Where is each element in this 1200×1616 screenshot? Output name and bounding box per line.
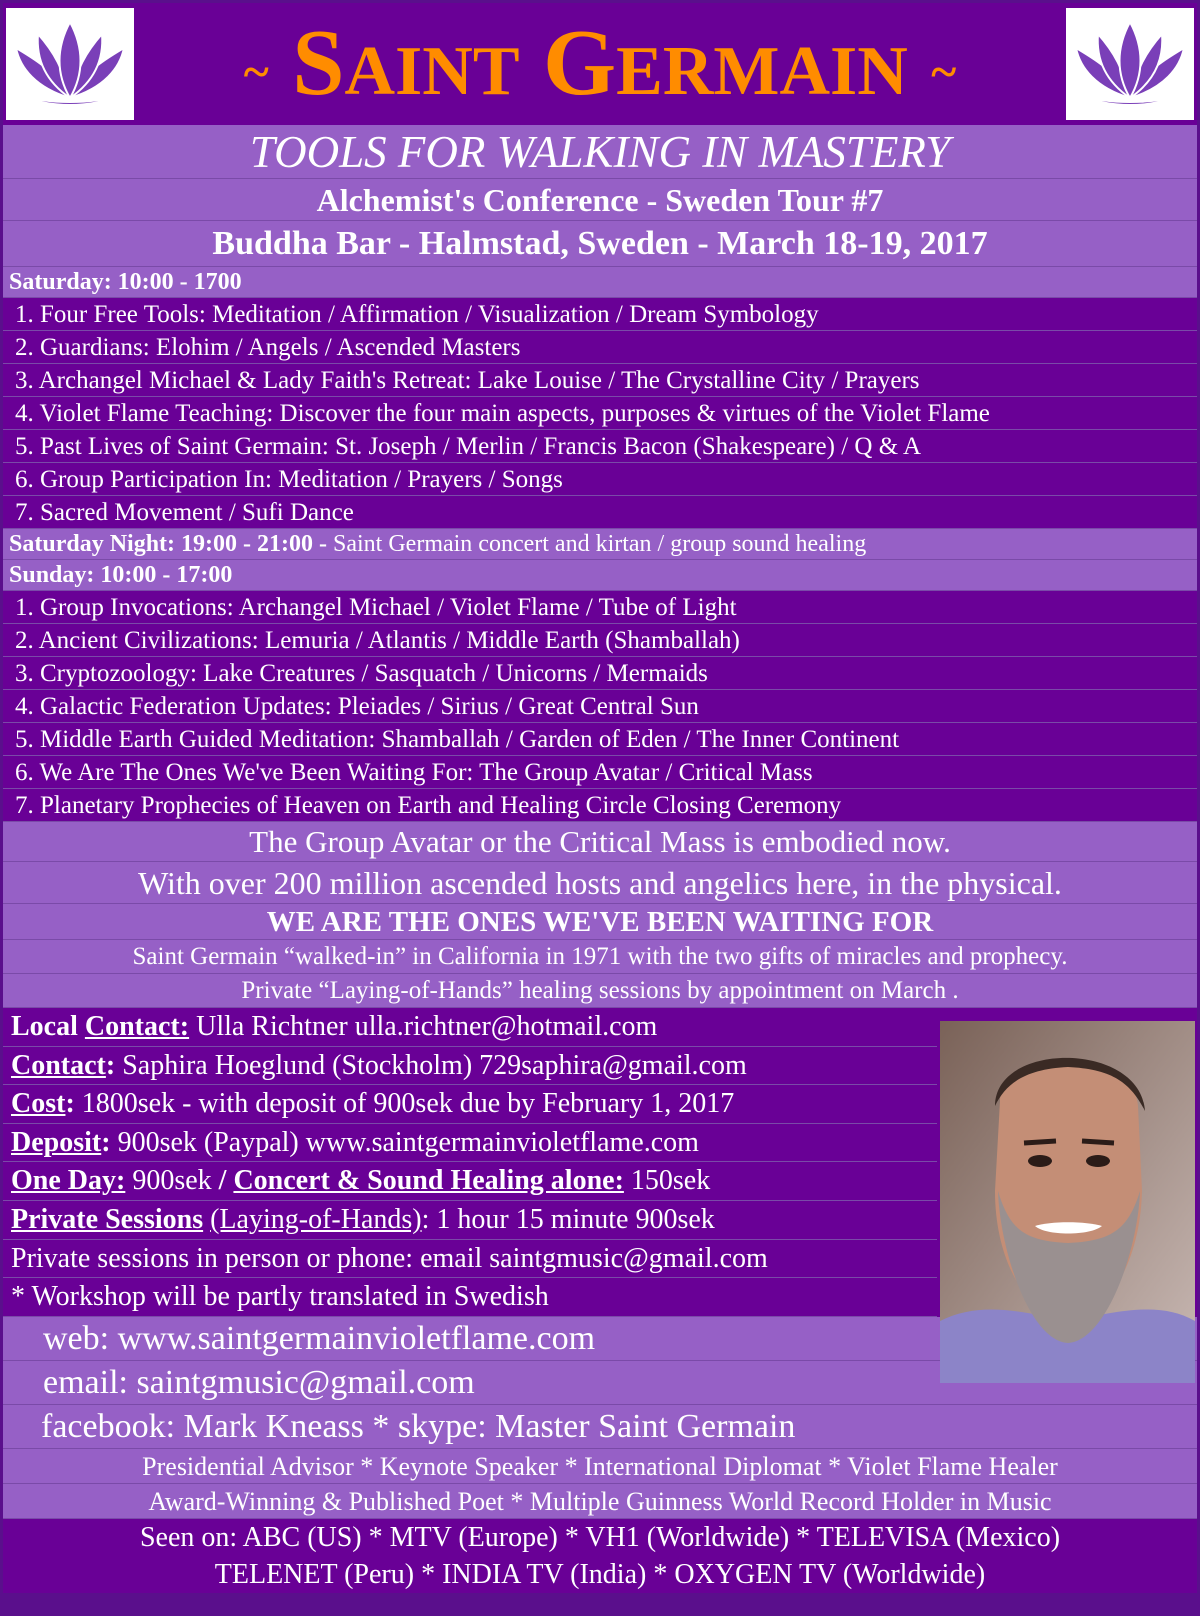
- lotus-icon: [6, 8, 134, 120]
- statement-we-are: WE ARE THE ONES WE'VE BEEN WAITING FOR: [3, 904, 1197, 940]
- title-word-saint: AINT: [344, 33, 520, 110]
- title-initial-g: G: [543, 11, 617, 115]
- list-item: 5. Past Lives of Saint Germain: St. Joseph / Merlin / Francis Bacon (Shakespeare) / Q & A: [3, 430, 1197, 463]
- contact-lines: [3, 1008, 937, 1317]
- saturday-night-text: Saint Germain concert and kirtan / group sound healing: [327, 531, 867, 557]
- title-initial-s: S: [292, 11, 345, 115]
- list-item: 2. Guardians: Elohim / Angels / Ascended Masters: [3, 331, 1197, 364]
- conference-title: Alchemist's Conference - Sweden Tour #7: [3, 179, 1197, 221]
- list-item: 6. We Are The Ones We've Been Waiting For: The Group Avatar / Critical Mass: [3, 756, 1197, 789]
- title-word-germain: ERMAIN: [616, 33, 908, 110]
- laying-of-hands-label: (Laying-of-Hands): [210, 1203, 422, 1235]
- local-contact: [3, 1008, 937, 1047]
- deposit: [3, 1124, 937, 1163]
- flyer: [3, 3, 1197, 1610]
- statement-walked-in: Saint Germain “walked-in” in California in 1971 with the two gifts of miracles and prophecy.: [3, 940, 1197, 974]
- header: [3, 3, 1197, 125]
- list-item: 3. Cryptozoology: Lake Creatures / Sasquatch / Unicorns / Mermaids: [3, 657, 1197, 690]
- private-sessions-value: : 1 hour 15 minute 900sek: [421, 1203, 715, 1235]
- statement-group-avatar: The Group Avatar or the Critical Mass is embodied now.: [3, 822, 1197, 862]
- saturday-night: [3, 529, 1197, 560]
- seen-on-line-1: Seen on: ABC (US) * MTV (Europe) * VH1 (Worldwide) * TELEVISA (Mexico): [3, 1519, 1197, 1556]
- list-item: 5. Middle Earth Guided Meditation: Shamballah / Garden of Eden / The Inner Continent: [3, 723, 1197, 756]
- title-tilde-right: ~: [931, 45, 957, 99]
- social-links: facebook: Mark Kneass * skype: Master Saint Germain: [3, 1405, 1197, 1449]
- translation-note: * Workshop will be partly translated in Swedish: [3, 1278, 937, 1317]
- one-day-price: [3, 1162, 937, 1201]
- colon: :: [65, 1088, 75, 1120]
- list-item: 1. Group Invocations: Archangel Michael / Violet Flame / Tube of Light: [3, 591, 1197, 624]
- contact-label-2: Contact: [11, 1049, 106, 1081]
- concert-label: Concert & Sound Healing alone:: [233, 1165, 624, 1197]
- contact-label: Contact:: [84, 1011, 190, 1042]
- stockholm-contact-value: Saphira Hoeglund (Stockholm) 729saphira@gmail.com: [115, 1049, 747, 1081]
- cost-label: Cost: [11, 1088, 66, 1120]
- credentials-line-2: Award-Winning & Published Poet * Multiple Guinness World Record Holder in Music: [3, 1484, 1197, 1519]
- private-sessions: [3, 1201, 937, 1240]
- cost: [3, 1085, 937, 1124]
- web-link[interactable]: web: www.saintgermainvioletflame.com: [3, 1317, 1197, 1361]
- colon: :: [105, 1049, 116, 1081]
- private-sessions-label: Private Sessions: [11, 1203, 204, 1235]
- subtitle: TOOLS FOR WALKING IN MASTERY: [3, 125, 1197, 179]
- deposit-label: Deposit: [11, 1126, 102, 1158]
- statement-private-sessions: Private “Laying-of-Hands” healing sessions by appointment on March .: [3, 974, 1197, 1008]
- portrait-photo: [940, 1021, 1195, 1383]
- sunday-heading-text: Sunday: 10:00 - 17:00: [9, 562, 233, 588]
- stockholm-contact: [3, 1047, 937, 1086]
- list-item: 4. Galactic Federation Updates: Pleiades / Sirius / Great Central Sun: [3, 690, 1197, 723]
- cost-value: 1800sek - with deposit of 900sek due by February 1, 2017: [74, 1088, 735, 1120]
- saturday-night-heading: Saturday Night: 19:00 - 21:00 -: [9, 531, 327, 557]
- credentials-line-1: Presidential Advisor * Keynote Speaker * International Diplomat * Violet Flame Healer: [3, 1449, 1197, 1484]
- deposit-value: 900sek (Paypal) www.saintgermainvioletflame.com: [110, 1126, 699, 1158]
- statement-ascended-hosts: With over 200 million ascended hosts and angelics here, in the physical.: [3, 862, 1197, 904]
- seen-on-line-2: TELENET (Peru) * INDIA TV (India) * OXYGEN TV (Worldwide): [3, 1556, 1197, 1593]
- local-contact-value: Ulla Richtner ulla.richtner@hotmail.com: [189, 1011, 658, 1042]
- list-item: 7. Planetary Prophecies of Heaven on Earth and Healing Circle Closing Ceremony: [3, 789, 1197, 822]
- concert-value: 150sek: [623, 1165, 711, 1197]
- local-label: Local: [11, 1011, 78, 1042]
- list-item: 6. Group Participation In: Meditation / Prayers / Songs: [3, 463, 1197, 496]
- slash: /: [218, 1165, 234, 1197]
- title-tilde-left: ~: [243, 45, 269, 99]
- list-item: 7. Sacred Movement / Sufi Dance: [3, 496, 1197, 529]
- colon: :: [101, 1126, 111, 1158]
- saturday-heading-text: Saturday: 10:00 - 1700: [9, 269, 242, 295]
- list-item: 4. Violet Flame Teaching: Discover the four main aspects, purposes & virtues of the Violet Flame: [3, 397, 1197, 430]
- lotus-icon: [1066, 8, 1194, 120]
- venue-date: Buddha Bar - Halmstad, Sweden - March 18-19, 2017: [3, 221, 1197, 267]
- list-item: 3. Archangel Michael & Lady Faith's Retreat: Lake Louise / The Crystalline City / Prayers: [3, 364, 1197, 397]
- saturday-heading: [3, 267, 1197, 298]
- sunday-heading: [3, 560, 1197, 591]
- email-link[interactable]: email: saintgmusic@gmail.com: [3, 1361, 1197, 1405]
- list-item: 1. Four Free Tools: Meditation / Affirmation / Visualization / Dream Symbology: [3, 298, 1197, 331]
- one-day-value: 900sek: [125, 1165, 219, 1197]
- list-item: 2. Ancient Civilizations: Lemuria / Atlantis / Middle Earth (Shamballah): [3, 624, 1197, 657]
- one-day-label: One Day:: [11, 1165, 126, 1197]
- private-sessions-phone: Private sessions in person or phone: email saintgmusic@gmail.com: [3, 1240, 937, 1279]
- page-title: [143, 11, 1057, 124]
